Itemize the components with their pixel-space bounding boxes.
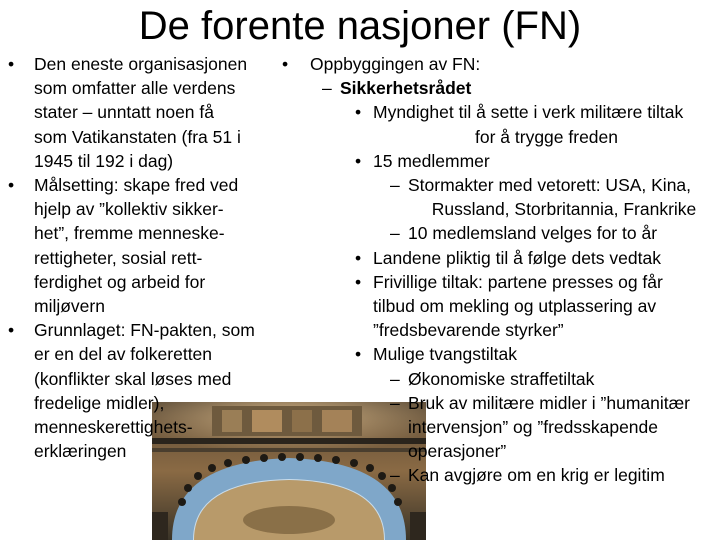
slide-title: De forente nasjoner (FN) — [138, 4, 582, 48]
text-line: Myndighet til å sette i verk militære tiltak — [373, 102, 684, 123]
dash-icon: – — [390, 368, 400, 389]
left-bullet-membership — [8, 52, 270, 173]
bullet-dot-icon: • — [355, 150, 362, 171]
bullet-members — [282, 149, 720, 173]
text-line: 15 medlemmer — [373, 150, 490, 171]
text-line: Den eneste organisasjonen — [34, 54, 248, 74]
text-line: er en del av folkeretten — [34, 344, 213, 365]
dash-icon: – — [390, 392, 400, 413]
bullet-dot-icon: • — [8, 175, 15, 196]
bullet-dot-icon: • — [8, 320, 15, 341]
dash-military-means — [282, 391, 720, 464]
dash-economic-sanctions — [282, 367, 720, 391]
bullet-dot-icon: • — [355, 247, 362, 268]
text-line: rettigheter, sosial rett- — [34, 247, 203, 268]
text-line: som omfatter alle verdens — [34, 78, 236, 99]
bullet-dot-icon: • — [355, 102, 362, 123]
text-line: Oppbyggingen av FN: — [310, 54, 481, 74]
left-bullet-goal — [8, 173, 270, 318]
text-line: Russland, Storbritannia, Frankrike — [431, 199, 697, 220]
text-line: Målsetting: skape fred ved — [34, 175, 239, 196]
text-line: erklæringen — [34, 441, 127, 462]
bullet-dot-icon: • — [355, 344, 362, 365]
text-line: Økonomiske straffetiltak — [408, 368, 595, 389]
text-line: Grunnlaget: FN-pakten, som — [34, 320, 255, 341]
bullet-dot-icon: • — [282, 54, 289, 74]
right-heading — [282, 52, 720, 76]
dash-icon: – — [390, 175, 400, 196]
text-line: Kan avgjøre om en krig er legitim — [408, 465, 665, 486]
text-line: ferdighet og arbeid for — [34, 271, 206, 292]
dash-elected-members — [282, 221, 720, 245]
text-line: menneskerettighets- — [34, 417, 193, 438]
text-line: miljøvern — [34, 296, 105, 317]
text-line: ”fredsbevarende styrker” — [373, 320, 564, 341]
dash-icon: – — [390, 223, 400, 244]
left-column — [8, 52, 270, 463]
dash-icon: – — [322, 78, 332, 99]
text-line: Landene pliktig til å følge dets vedtak — [373, 247, 661, 268]
text-line: tilbud om mekling og utplassering av — [373, 296, 657, 317]
text-line: 10 medlemsland velges for to år — [408, 223, 658, 244]
text-line: (konflikter skal løses med — [34, 368, 232, 389]
text-line: for å trygge freden — [475, 126, 618, 147]
bullet-dot-icon: • — [8, 54, 15, 74]
text-line: som Vatikanstaten (fra 51 i — [34, 126, 241, 147]
dash-icon: – — [390, 465, 400, 486]
bullet-obligation — [282, 246, 720, 270]
text-line: het”, fremme menneske- — [34, 223, 225, 244]
text-line: intervensjon” og ”fredsskapende — [408, 417, 659, 438]
bullet-voluntary-measures — [282, 270, 720, 343]
security-council-heading — [282, 76, 720, 100]
text-line: Stormakter med vetorett: USA, Kina, — [408, 175, 692, 196]
text-line: 1945 til 192 i dag) — [34, 150, 174, 171]
bullet-coercive-measures — [282, 342, 720, 366]
left-bullet-foundation — [8, 318, 270, 463]
text-line: operasjoner” — [408, 441, 507, 462]
text-line: stater – unntatt noen få — [34, 102, 214, 123]
bullet-dot-icon: • — [355, 271, 362, 292]
dash-war-legitimacy — [282, 463, 720, 487]
text-line: Sikkerhetsrådet — [340, 78, 472, 99]
text-line: Mulige tvangstiltak — [373, 344, 517, 365]
text-line: fredelige midler), — [34, 392, 165, 413]
text-line: Frivillige tiltak: partene presses og får — [373, 271, 663, 292]
bullet-authority — [282, 100, 720, 148]
text-line: Bruk av militære midler i ”humanitær — [408, 392, 691, 413]
right-column — [282, 52, 720, 488]
dash-permanent-members — [282, 173, 720, 221]
text-line: hjelp av ”kollektiv sikker- — [34, 199, 224, 220]
